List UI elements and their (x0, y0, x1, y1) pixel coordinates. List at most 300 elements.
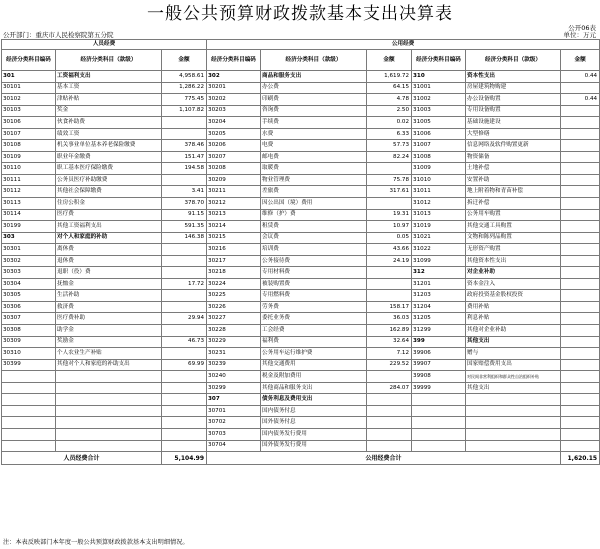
table-row (2, 140, 600, 152)
personnel-total-label: 人员经费合计 (2, 452, 162, 465)
table-row (2, 267, 600, 279)
amount-cell (162, 290, 207, 302)
amount-cell (162, 174, 207, 186)
amount-cell (162, 117, 207, 129)
amount-cell (162, 325, 207, 337)
amount-cell: 4,958.61 (162, 71, 207, 83)
name-cell: 信息网络及软件购置更新 (466, 140, 561, 152)
table-row (2, 94, 600, 106)
amount-cell: 7.12 (367, 348, 412, 360)
amount-cell: 146.38 (162, 232, 207, 244)
code-cell: 30310 (2, 348, 56, 360)
code-cell: 30228 (207, 325, 261, 337)
table-row (2, 232, 600, 244)
report-title: 一般公共预算财政拨款基本支出决算表 (147, 4, 453, 24)
code-cell: 30306 (2, 301, 56, 313)
amount-cell (561, 382, 600, 394)
code-cell: 39907 (412, 359, 466, 371)
amount-cell: 19.31 (367, 209, 412, 221)
name-cell: 津贴补贴 (56, 94, 162, 106)
code-cell: 30103 (2, 105, 56, 117)
amount-cell (561, 255, 600, 267)
amount-cell (561, 371, 600, 383)
amount-cell (561, 394, 600, 406)
name-cell: 政府投资基金股权投资 (466, 290, 561, 302)
code-cell: 30207 (207, 151, 261, 163)
table-row (2, 71, 600, 83)
name-cell: 咨询费 (261, 105, 367, 117)
amount-cell: 17.72 (162, 278, 207, 290)
code-cell: 30202 (207, 94, 261, 106)
amount-cell (561, 301, 600, 313)
name-cell (466, 428, 561, 440)
code-cell (412, 440, 466, 452)
code-cell: 31009 (412, 163, 466, 175)
amount-cell: 317.61 (367, 186, 412, 198)
name-cell: 绩效工资 (56, 128, 162, 140)
name-cell: 利息补贴 (466, 313, 561, 325)
amount-cell (162, 394, 207, 406)
name-cell: 其他对个人和家庭的补助支出 (56, 359, 162, 371)
code-cell (2, 394, 56, 406)
name-cell (466, 394, 561, 406)
code-cell: 39906 (412, 348, 466, 360)
code-cell: 301 (2, 71, 56, 83)
name-header: 经济分类科目（款级） (56, 50, 162, 71)
amount-cell (162, 128, 207, 140)
name-cell: 租赁费 (261, 221, 367, 233)
code-cell: 30106 (2, 117, 56, 129)
name-cell: 国外债务发行费用 (261, 440, 367, 452)
table-row (2, 359, 600, 371)
amount-cell (561, 417, 600, 429)
amount-cell: 4.78 (367, 94, 412, 106)
code-cell (412, 394, 466, 406)
name-cell: 国内债务发行费用 (261, 428, 367, 440)
table-row (2, 301, 600, 313)
code-cell: 30204 (207, 117, 261, 129)
code-cell: 30702 (207, 417, 261, 429)
table-row (2, 174, 600, 186)
code-cell: 30208 (207, 163, 261, 175)
table-row (2, 278, 600, 290)
name-cell: 资本金注入 (466, 278, 561, 290)
amount-cell (561, 186, 600, 198)
table-row (2, 186, 600, 198)
amount-cell: 75.78 (367, 174, 412, 186)
code-cell: 39908 (412, 371, 466, 383)
amount-cell: 0.44 (561, 71, 600, 83)
name-cell: 对企业补助 (466, 267, 561, 279)
name-cell (56, 428, 162, 440)
code-cell (2, 428, 56, 440)
table-row (2, 405, 600, 417)
code-cell (412, 428, 466, 440)
name-cell: 物资储备 (466, 151, 561, 163)
code-cell: 30214 (207, 221, 261, 233)
code-cell: 39999 (412, 382, 466, 394)
table-row (2, 348, 600, 360)
code-cell: 30112 (2, 186, 56, 198)
name-cell: 对个人和家庭的补助 (56, 232, 162, 244)
name-cell: 伙食补助费 (56, 117, 162, 129)
code-cell: 31013 (412, 209, 466, 221)
name-cell: 培训费 (261, 244, 367, 256)
name-cell: 退休费 (56, 255, 162, 267)
amount-cell (561, 128, 600, 140)
code-cell (2, 405, 56, 417)
table-row (2, 313, 600, 325)
amount-cell (561, 105, 600, 117)
code-cell: 30215 (207, 232, 261, 244)
code-cell: 30218 (207, 267, 261, 279)
amount-cell: 0.02 (367, 117, 412, 129)
name-cell: 国内债务付息 (261, 405, 367, 417)
name-cell: 安置补助 (466, 174, 561, 186)
code-cell: 30111 (2, 174, 56, 186)
code-cell (412, 417, 466, 429)
amount-cell (162, 348, 207, 360)
amount-cell (367, 198, 412, 210)
table-body (2, 71, 600, 452)
name-cell: 差旅费 (261, 186, 367, 198)
code-cell: 30304 (2, 278, 56, 290)
amount-cell: 162.89 (367, 325, 412, 337)
code-cell: 31099 (412, 255, 466, 267)
amount-cell: 194.58 (162, 163, 207, 175)
code-header: 经济分类科目编码 (412, 50, 466, 71)
name-cell (466, 417, 561, 429)
code-cell: 310 (412, 71, 466, 83)
name-cell: 奖金 (56, 105, 162, 117)
name-cell: 电费 (261, 140, 367, 152)
code-cell: 30704 (207, 440, 261, 452)
amount-cell (561, 163, 600, 175)
amount-cell (162, 382, 207, 394)
code-cell: 31011 (412, 186, 466, 198)
name-cell: 其他支出 (466, 382, 561, 394)
name-cell: 办公设备购置 (466, 94, 561, 106)
name-cell: 其他交通费用 (261, 359, 367, 371)
amount-cell (367, 394, 412, 406)
amount-cell (162, 417, 207, 429)
amount-cell: 229.52 (367, 359, 412, 371)
name-cell: 委托业务费 (261, 313, 367, 325)
code-cell (2, 417, 56, 429)
name-cell (56, 394, 162, 406)
name-cell: 职工基本医疗保险缴费 (56, 163, 162, 175)
name-cell: 其他商品和服务支出 (261, 382, 367, 394)
amount-cell: 378.70 (162, 198, 207, 210)
amount-cell: 36.03 (367, 313, 412, 325)
table-row (2, 105, 600, 117)
amount-cell (162, 405, 207, 417)
name-cell (466, 440, 561, 452)
code-cell: 30211 (207, 186, 261, 198)
code-cell: 30213 (207, 209, 261, 221)
table-row (2, 255, 600, 267)
code-cell: 31003 (412, 105, 466, 117)
name-cell: 工资福利支出 (56, 71, 162, 83)
amount-cell (561, 428, 600, 440)
code-cell: 30209 (207, 174, 261, 186)
code-cell (2, 382, 56, 394)
code-cell: 30701 (207, 405, 261, 417)
amount-cell: 29.94 (162, 313, 207, 325)
code-cell: 30301 (2, 244, 56, 256)
name-cell: 奖励金 (56, 336, 162, 348)
code-cell: 30302 (2, 255, 56, 267)
name-cell: 职业年金缴费 (56, 151, 162, 163)
table-row (2, 382, 600, 394)
code-cell: 31007 (412, 140, 466, 152)
name-cell (56, 371, 162, 383)
name-cell: 国家赔偿费用支出 (466, 359, 561, 371)
name-cell: 资本性支出 (466, 71, 561, 83)
name-cell: 个人农业生产补贴 (56, 348, 162, 360)
name-cell: 维修（护）费 (261, 209, 367, 221)
amount-cell (367, 267, 412, 279)
code-header: 经济分类科目编码 (207, 50, 261, 71)
amount-cell (561, 267, 600, 279)
name-cell (56, 417, 162, 429)
amount-cell (162, 371, 207, 383)
code-cell: 302 (207, 71, 261, 83)
amount-cell (561, 348, 600, 360)
table-row (2, 82, 600, 94)
code-cell: 31008 (412, 151, 466, 163)
code-cell: 30102 (2, 94, 56, 106)
code-cell (412, 405, 466, 417)
amount-cell (561, 174, 600, 186)
table-row (2, 209, 600, 221)
amount-cell: 0.44 (561, 94, 600, 106)
amount-cell (561, 359, 600, 371)
amount-cell (561, 140, 600, 152)
code-header: 经济分类科目编码 (2, 50, 56, 71)
amount-cell (561, 336, 600, 348)
amount-cell: 1,619.72 (367, 71, 412, 83)
amount-cell: 0.05 (367, 232, 412, 244)
code-cell: 30240 (207, 371, 261, 383)
code-cell: 307 (207, 394, 261, 406)
code-cell: 31019 (412, 221, 466, 233)
name-cell: 公务员医疗补助缴费 (56, 174, 162, 186)
unit-label: 单位：万元 (563, 31, 596, 39)
amount-cell: 1,107.82 (162, 105, 207, 117)
code-cell: 30399 (2, 359, 56, 371)
amount-cell: 57.73 (367, 140, 412, 152)
name-cell: 其他交通工具购置 (466, 221, 561, 233)
code-cell: 30226 (207, 301, 261, 313)
name-cell: 印刷费 (261, 94, 367, 106)
amount-cell (367, 290, 412, 302)
amount-cell: 378.46 (162, 140, 207, 152)
amount-cell: 64.15 (367, 82, 412, 94)
table-row (2, 244, 600, 256)
name-cell: 文物和陈列品购置 (466, 232, 561, 244)
code-cell: 30225 (207, 290, 261, 302)
name-cell: 办公费 (261, 82, 367, 94)
code-cell: 30227 (207, 313, 261, 325)
code-cell: 31022 (412, 244, 466, 256)
amount-cell: 591.35 (162, 221, 207, 233)
name-cell: 公务用车购置 (466, 209, 561, 221)
table-row (2, 151, 600, 163)
name-cell: 救济费 (56, 301, 162, 313)
code-cell: 30212 (207, 198, 261, 210)
table-row (2, 221, 600, 233)
amount-cell: 82.24 (367, 151, 412, 163)
amount-cell (162, 267, 207, 279)
amount-cell (561, 221, 600, 233)
code-cell: 30101 (2, 82, 56, 94)
table-row (2, 336, 600, 348)
amount-cell (561, 117, 600, 129)
table-row (2, 428, 600, 440)
amount-cell (162, 244, 207, 256)
amount-cell (367, 428, 412, 440)
department-label: 公开部门：重庆市人民检察院第五分院 (3, 31, 114, 39)
code-cell: 30206 (207, 140, 261, 152)
public-total-label: 公用经费合计 (207, 452, 561, 465)
table-row (2, 290, 600, 302)
code-cell: 30305 (2, 290, 56, 302)
code-cell: 30703 (207, 428, 261, 440)
amount-cell (561, 405, 600, 417)
name-cell: 税金及附加费用 (261, 371, 367, 383)
code-cell (2, 440, 56, 452)
table-row (2, 198, 600, 210)
amount-cell: 10.97 (367, 221, 412, 233)
amount-header: 金额 (561, 50, 600, 71)
amount-cell (162, 440, 207, 452)
amount-cell (367, 163, 412, 175)
code-cell: 31012 (412, 198, 466, 210)
name-cell: 医疗费补助 (56, 313, 162, 325)
code-cell: 31005 (412, 117, 466, 129)
name-cell: 无形资产购置 (466, 244, 561, 256)
code-cell: 303 (2, 232, 56, 244)
amount-cell: 284.07 (367, 382, 412, 394)
name-cell: 手续费 (261, 117, 367, 129)
amount-header: 金额 (367, 50, 412, 71)
name-cell: 商品和服务支出 (261, 71, 367, 83)
name-cell (466, 405, 561, 417)
code-cell: 30229 (207, 336, 261, 348)
code-cell: 31002 (412, 94, 466, 106)
table-row (2, 163, 600, 175)
name-cell: 工会经费 (261, 325, 367, 337)
code-cell: 30231 (207, 348, 261, 360)
table-id: 公开06表 (568, 24, 596, 32)
name-cell: 劳务费 (261, 301, 367, 313)
amount-cell (561, 278, 600, 290)
code-cell: 31010 (412, 174, 466, 186)
amount-cell: 775.45 (162, 94, 207, 106)
amount-cell: 1,286.22 (162, 82, 207, 94)
name-cell: 取暖费 (261, 163, 367, 175)
code-cell: 399 (412, 336, 466, 348)
name-cell: 债务利息及费用支出 (261, 394, 367, 406)
code-cell: 30239 (207, 359, 261, 371)
public-total-value: 1,620.15 (561, 452, 600, 465)
name-cell: 其他对企业补助 (466, 325, 561, 337)
code-cell: 30110 (2, 163, 56, 175)
amount-cell (162, 255, 207, 267)
amount-cell: 6.33 (367, 128, 412, 140)
name-cell: 国外债务付息 (261, 417, 367, 429)
code-cell: 31006 (412, 128, 466, 140)
name-cell (56, 440, 162, 452)
name-cell: 专用燃料费 (261, 290, 367, 302)
amount-cell (367, 405, 412, 417)
code-cell: 31001 (412, 82, 466, 94)
name-cell: 福利费 (261, 336, 367, 348)
code-cell: 30205 (207, 128, 261, 140)
amount-cell (162, 301, 207, 313)
name-cell (56, 405, 162, 417)
code-cell: 31204 (412, 301, 466, 313)
amount-cell (561, 232, 600, 244)
code-cell: 31299 (412, 325, 466, 337)
name-cell: 住房公积金 (56, 198, 162, 210)
amount-cell (367, 371, 412, 383)
name-cell: 离休费 (56, 244, 162, 256)
amount-cell (561, 244, 600, 256)
name-cell (56, 382, 162, 394)
name-cell: 其他工资福利支出 (56, 221, 162, 233)
name-cell: 其他资本性支出 (466, 255, 561, 267)
code-cell (2, 371, 56, 383)
code-cell: 30203 (207, 105, 261, 117)
table-row (2, 394, 600, 406)
expenditure-table (1, 39, 600, 465)
amount-cell (561, 82, 600, 94)
name-cell: 医疗费 (56, 209, 162, 221)
personnel-header: 人员经费 (2, 40, 207, 50)
code-cell: 30201 (207, 82, 261, 94)
code-cell: 30199 (2, 221, 56, 233)
amount-cell (367, 278, 412, 290)
table-row (2, 325, 600, 337)
name-cell: 大型修缮 (466, 128, 561, 140)
table-row (2, 117, 600, 129)
amount-cell (561, 440, 600, 452)
code-cell: 30307 (2, 313, 56, 325)
name-cell: 邮电费 (261, 151, 367, 163)
table-row (2, 417, 600, 429)
name-cell: 地上附着物和青苗补偿 (466, 186, 561, 198)
name-cell: 费用补贴 (466, 301, 561, 313)
amount-cell: 32.64 (367, 336, 412, 348)
amount-cell (561, 313, 600, 325)
personnel-total-value: 5,104.99 (162, 452, 207, 465)
code-cell: 30113 (2, 198, 56, 210)
name-cell: 其他社会保障缴费 (56, 186, 162, 198)
code-cell: 312 (412, 267, 466, 279)
amount-cell: 3.41 (162, 186, 207, 198)
name-cell: 专用设备购置 (466, 105, 561, 117)
amount-cell (561, 325, 600, 337)
code-cell: 31203 (412, 290, 466, 302)
name-cell: 物业管理费 (261, 174, 367, 186)
amount-cell (561, 198, 600, 210)
name-cell: 土地补偿 (466, 163, 561, 175)
name-cell: 助学金 (56, 325, 162, 337)
name-cell: 公务用车运行维护费 (261, 348, 367, 360)
table-row (2, 440, 600, 452)
